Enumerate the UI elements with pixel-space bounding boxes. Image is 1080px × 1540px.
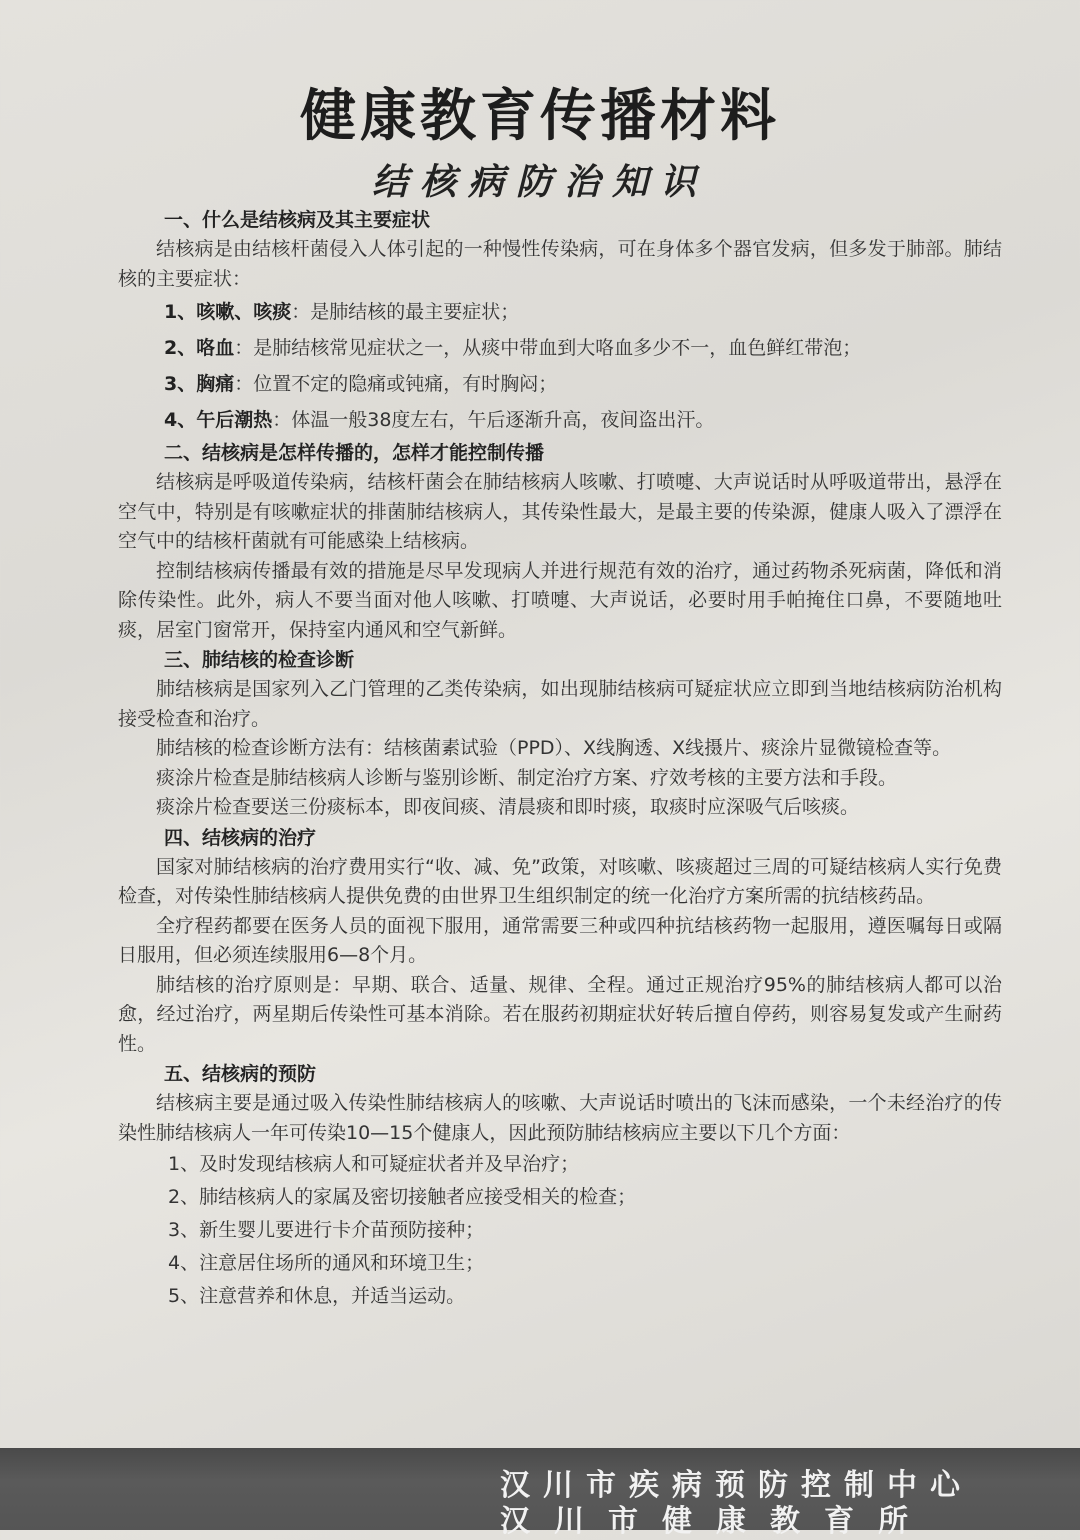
section-1-intro: 结核病是由结核杆菌侵入人体引起的一种慢性传染病，可在身体多个器官发病，但多发于肺部。肺结核的主要症状：	[118, 238, 1002, 290]
symptom-item	[118, 402, 1002, 438]
section-1-heading: 一、什么是结核病及其主要症状	[164, 209, 431, 231]
symptom-name: 2、咯血	[164, 337, 235, 359]
section-4-paragraph: 全疗程药都要在医务人员的面视下服用，通常需要三种或四种抗结核药物一起服用，遵医嘱每日或隔日服用，但必须连续服用6—8个月。	[118, 914, 1002, 966]
prevention-item: 4、注意居住场所的通风和环境卫生；	[168, 1252, 485, 1274]
prevention-item: 5、注意营养和休息，并适当运动。	[168, 1285, 466, 1307]
main-title: 健康教育传播材料	[300, 84, 780, 149]
symptom-text: ：是肺结核的最主要症状；	[291, 301, 520, 323]
section-3-paragraph: 痰涂片检查要送三份痰标本，即夜间痰、清晨痰和即时痰，取痰时应深吸气后咳痰。	[156, 796, 860, 818]
footer-banner	[0, 1448, 1080, 1539]
symptom-item	[118, 330, 1002, 366]
section-2-heading: 二、结核病是怎样传播的，怎样才能控制传播	[164, 442, 545, 464]
section-5-heading: 五、结核病的预防	[164, 1063, 317, 1085]
symptom-name: 3、胸痛	[164, 373, 235, 395]
prevention-item: 2、肺结核病人的家属及密切接触者应接受相关的检查；	[168, 1186, 637, 1208]
section-3-paragraph: 肺结核病是国家列入乙门管理的乙类传染病，如出现肺结核病可疑症状应立即到当地结核病防治机构接受检查和治疗。	[118, 678, 1002, 730]
section-4-heading: 四、结核病的治疗	[164, 826, 317, 849]
section-4-paragraph: 国家对肺结核病的治疗费用实行“收、减、免”政策，对咳嗽、咳痰超过三周的可疑结核病人实行免费检查，对传染性肺结核病人提供免费的由世界卫生组织制定的统一化治疗方案所需的抗结核药品。	[118, 855, 1002, 907]
symptom-item	[118, 294, 1002, 330]
prevention-item: 1、及时发现结核病人和可疑症状者并及早治疗；	[168, 1153, 580, 1175]
subtitle: 结核病防治知识	[371, 161, 708, 203]
section-2-paragraph: 结核病是呼吸道传染病，结核杆菌会在肺结核病人咳嗽、打喷嚏、大声说话时从呼吸道带出，悬浮在空气中，特别是有咳嗽症状的排菌肺结核病人，其传染性最大，是最主要的传染源，健康人吸入了漂浮在空气中的结核杆菌就有可能感染上结核病。	[118, 471, 1002, 552]
prevention-item: 3、新生婴儿要进行卡介苗预防接种；	[168, 1219, 485, 1241]
content	[118, 205, 1002, 1313]
org-health-education: 汉川市健康教育所	[500, 1504, 932, 1539]
symptom-text: ：体温一般38度左右，午后逐渐升高，夜间盗出汗。	[272, 409, 715, 431]
symptom-text: ：是肺结核常见症状之一，从痰中带血到大咯血多少不一，血色鲜红带泡；	[234, 337, 862, 359]
section-2-paragraph: 控制结核病传播最有效的措施是尽早发现病人并进行规范有效的治疗，通过药物杀死病菌，降低和消除传染性。此外，病人不要当面对他人咳嗽、打喷嚏、大声说话，必要时用手帕掩住口鼻，不要随地吐痰，居室门窗常开，保持室内通风和空气新鲜。	[118, 559, 1002, 641]
section-5-paragraph: 结核病主要是通过吸入传染性肺结核病人的咳嗽、大声说话时喷出的飞沫而感染，一个未经治疗的传染性肺结核病人一年可传染10—15个健康人，因此预防肺结核病应主要以下几个方面：	[118, 1092, 1002, 1144]
section-3-heading: 三、肺结核的检查诊断	[164, 649, 355, 671]
symptom-item	[118, 366, 1002, 402]
symptom-text: ：位置不定的隐痛或钝痛，有时胸闷；	[234, 373, 558, 395]
symptom-name: 4、午后潮热	[164, 409, 273, 431]
section-3-paragraph: 肺结核的检查诊断方法有：结核菌素试验（PPD）、X线胸透、X线摄片、痰涂片显微镜检查等。	[156, 737, 952, 759]
symptom-name: 1、咳嗽、咳痰	[164, 301, 292, 323]
section-3-paragraph: 痰涂片检查是肺结核病人诊断与鉴别诊断、制定治疗方案、疗效考核的主要方法和手段。	[156, 766, 898, 789]
org-cdc: 汉川市疾病预防控制中心	[500, 1468, 973, 1503]
section-4-paragraph: 肺结核的治疗原则是：早期、联合、适量、规律、全程。通过正规治疗95%的肺结核病人都可以治愈，经过治疗，两星期后传染性可基本消除。若在服药初期症状好转后擅自停药，则容易复发或产生耐药性。	[118, 973, 1002, 1055]
